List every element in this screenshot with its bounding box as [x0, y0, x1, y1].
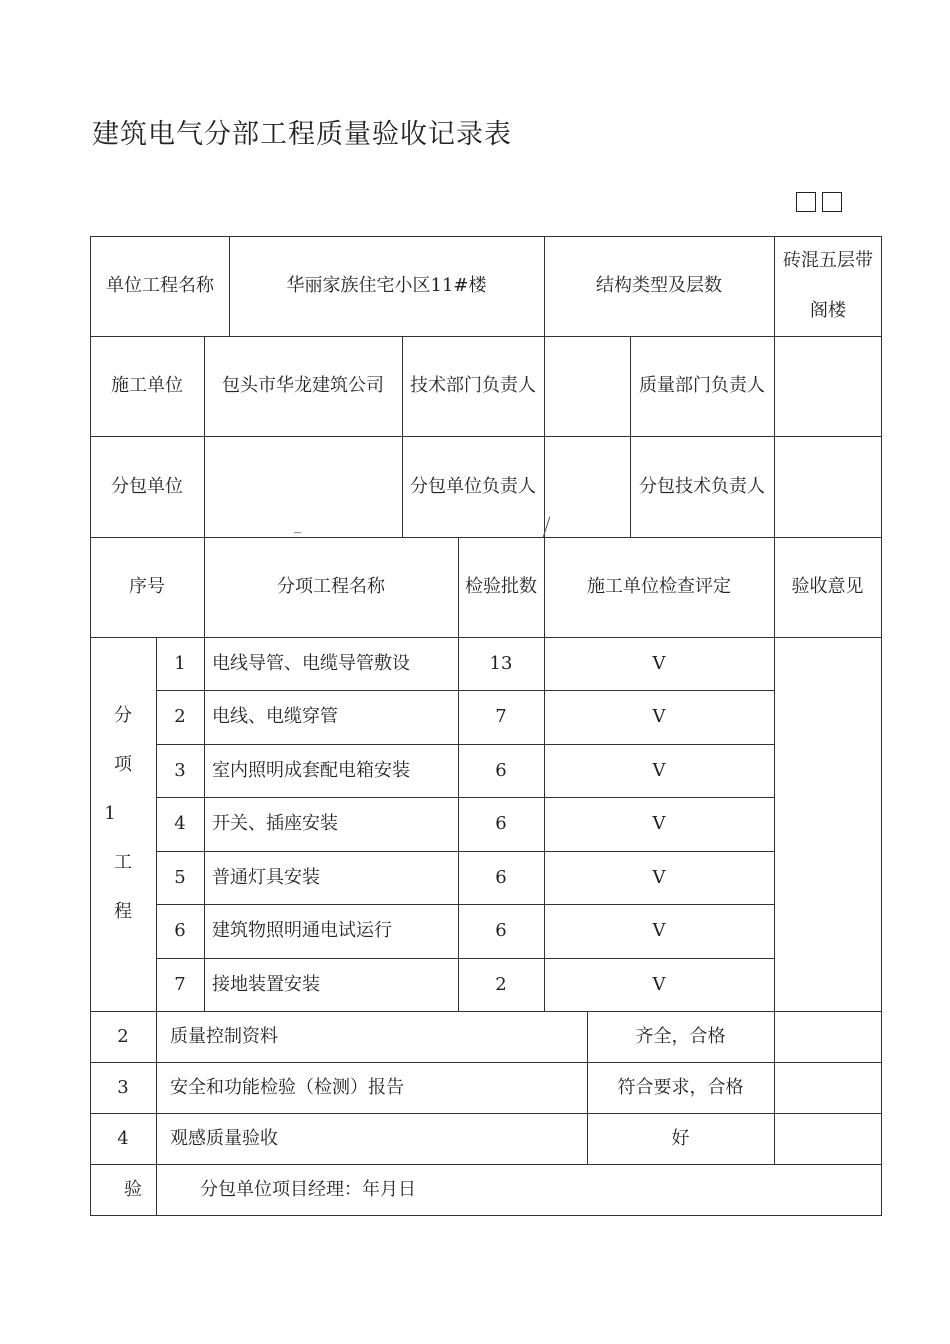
item-no: 3	[174, 759, 186, 781]
checkbox-right[interactable]	[822, 192, 842, 212]
acceptance-label: 验	[124, 1178, 142, 1200]
structure-value: 砖混五层带阁楼	[783, 250, 873, 321]
acceptance-text: 分包单位项目经理：年月日	[200, 1178, 416, 1200]
item-name: 普通灯具安装	[212, 866, 320, 888]
summary-no: 4	[117, 1127, 129, 1149]
item-no: 7	[174, 973, 186, 995]
checkbox-group	[796, 192, 842, 212]
group-char: 工	[114, 851, 132, 873]
summary-name: 安全和功能检验（检测）报告	[170, 1076, 404, 1098]
col-opinion: 验收意见	[791, 576, 864, 597]
col-seq: 序号	[129, 576, 165, 597]
item-eval: V	[652, 706, 666, 727]
item-batches: 7	[495, 706, 507, 727]
item-no: 1	[174, 652, 186, 674]
summary-name: 质量控制资料	[170, 1025, 278, 1047]
summary-no: 2	[117, 1025, 129, 1047]
item-batches: 6	[495, 813, 507, 834]
group-char: 项	[114, 753, 132, 775]
unit-project-value: 华丽家族住宅小区11#楼	[286, 275, 487, 296]
item-name: 电线导管、电缆导管敷设	[212, 652, 410, 674]
item-batches: 6	[495, 759, 507, 781]
construction-unit-value: 包头市华龙建筑公司	[222, 375, 384, 396]
item-no: 2	[174, 706, 186, 727]
subcontract-dash: _	[294, 518, 301, 534]
summary-result: 符合要求，合格	[617, 1076, 744, 1098]
col-evaluation: 施工单位检查评定	[587, 576, 731, 597]
item-name: 室内照明成套配电箱安装	[212, 759, 410, 781]
group-char: 分	[114, 704, 132, 726]
unit-project-label: 单位工程名称	[106, 275, 214, 296]
construction-unit-label: 施工单位	[111, 375, 183, 396]
subcontract-label: 分包单位	[111, 475, 183, 497]
item-no: 6	[174, 920, 186, 941]
summary-result: 好	[671, 1127, 690, 1149]
item-no: 5	[174, 866, 186, 888]
tech-head-label: 技术部门负责人	[410, 375, 536, 396]
page-title: 建筑电气分部工程质量验收记录表	[92, 119, 512, 150]
checkbox-left[interactable]	[796, 192, 816, 212]
item-eval: V	[652, 973, 666, 995]
col-item-name: 分项工程名称	[277, 576, 385, 597]
item-eval: V	[652, 813, 666, 834]
col-batches: 检验批数	[465, 576, 537, 597]
item-name: 建筑物照明通电试运行	[212, 920, 392, 941]
summary-name: 观感质量验收	[170, 1127, 278, 1149]
acceptance-record-table	[90, 236, 882, 1216]
group-char: 1	[104, 802, 116, 824]
subcontract-tech-label: 分包技术负责人	[639, 475, 765, 497]
item-eval: V	[652, 866, 666, 888]
item-batches: 6	[495, 920, 507, 941]
subcontract-head-label: 分包单位负责人	[410, 475, 536, 497]
summary-no: 3	[117, 1076, 129, 1098]
item-name: 接地装置安装	[212, 973, 320, 995]
item-batches: 13	[489, 652, 513, 674]
item-name: 电线、电缆穿管	[212, 706, 338, 727]
item-batches: 2	[495, 973, 507, 995]
item-eval: V	[652, 920, 666, 941]
item-eval: V	[652, 652, 666, 674]
item-name: 开关、插座安装	[212, 813, 338, 834]
structure-label: 结构类型及层数	[596, 275, 722, 296]
item-batches: 6	[495, 866, 507, 888]
item-eval: V	[652, 759, 666, 781]
item-no: 4	[174, 813, 186, 834]
quality-head-label: 质量部门负责人	[639, 375, 765, 396]
group-label	[90, 688, 156, 938]
group-char: 程	[114, 900, 132, 922]
summary-result: 齐全，合格	[635, 1025, 726, 1047]
